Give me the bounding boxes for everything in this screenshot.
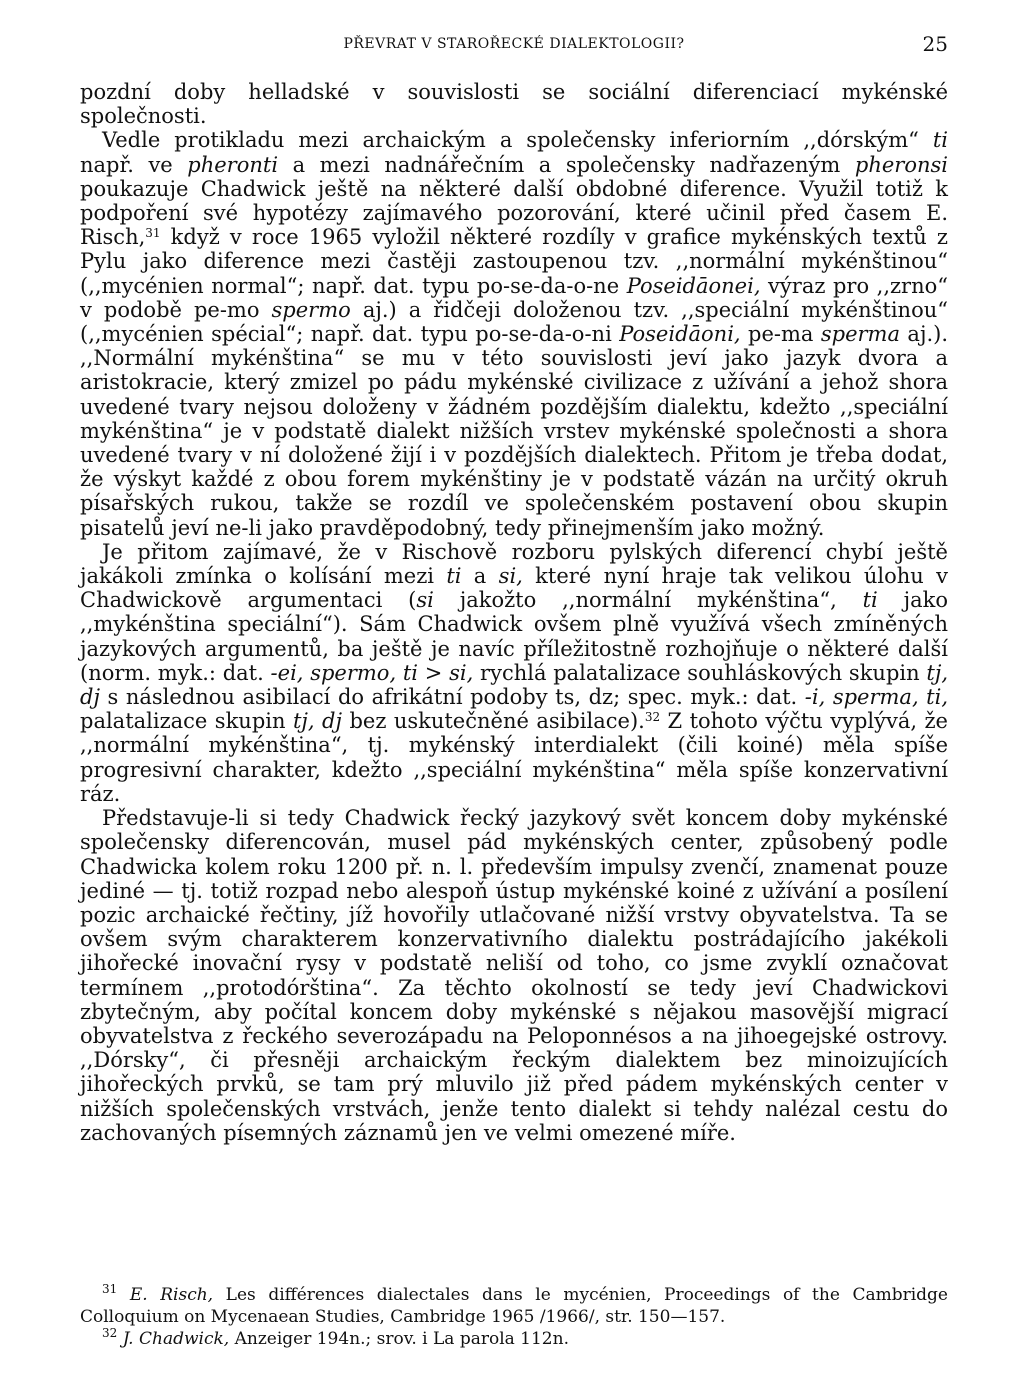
footnote-author: E. Risch, (129, 1285, 214, 1305)
footnote-text: Les différences dialectales dans le mycénien, Proceedings of the Cambridge Colloquium on Mycenaean Studies, Cambridge 1965 /1966/, str. 150—157. (80, 1285, 948, 1327)
italic-run: si, (449, 660, 474, 685)
text-run: bez uskutečněné asibilace). (342, 709, 645, 734)
italic-run: ti (446, 564, 462, 589)
text-run: Je přitom zajímavé, že v Rischově rozboru pylských diferencí chybí ještě jakákoli zmínka o kolísání mezi (80, 539, 948, 589)
italic-run: tj, dj (292, 709, 342, 734)
footnote-31 (80, 1284, 948, 1328)
footnote-number: 32 (102, 1326, 118, 1340)
text-run: když v roce 1965 vyložil některé rozdíly v grafice mykénských textů z Pylu jako diference mezi častěji zastoupenou tzv. ,,normální mykénštinou“ (,,mycénien normal“; např. dat. typu po-se-da-o-ne (80, 225, 948, 298)
footnote-32 (80, 1328, 948, 1350)
paragraph-2 (80, 128, 948, 539)
text-run: které nyní hraje tak velikou úlohu v Chadwickově argumentaci ( (80, 564, 948, 613)
text-run: Z tohoto výčtu vyplývá, že ,,normální mykénština“, tj. mykénský interdialekt (čili koiné) měla spíše progresivní charakter, kdežto ,,speciální mykénština“ měla spíše konzervativní ráz. (80, 709, 948, 806)
paragraph-4 (80, 806, 948, 1145)
italic-run: Poseidāonei, (626, 273, 761, 298)
italic-run: pheronsi (854, 152, 948, 177)
italic-run: sperma (820, 322, 900, 347)
text-run: Vedle protikladu mezi archaickým a společensky inferiorním ,,dórským“ (102, 128, 933, 153)
footnote-ref-32[interactable]: 32 (644, 710, 661, 725)
paragraph-1 (80, 80, 948, 128)
text-run: jakožto ,,normální mykénština“, (433, 588, 863, 613)
text-run: pe-ma (740, 322, 821, 347)
italic-run: -i, sperma, ti, (804, 685, 948, 710)
footnote-author: J. Chadwick, (122, 1329, 230, 1349)
footnotes (80, 1284, 948, 1350)
italic-run: pheronti (187, 152, 279, 177)
italic-run: -ei, spermo, ti (270, 660, 419, 685)
paragraph-3 (80, 540, 948, 806)
italic-run: spermo (271, 297, 351, 322)
italic-run: si, (498, 564, 523, 589)
italic-run: ti (862, 588, 878, 613)
body-text (80, 80, 948, 1145)
text-run: pozdní doby helladské v souvislosti se sociální diferenciací mykénské společnosti. (80, 80, 948, 129)
footnote-number: 31 (102, 1282, 118, 1296)
italic-run: tj, dj (80, 660, 949, 710)
italic-run: ti (932, 128, 948, 153)
text-run: rychlá palatalizace souhláskových skupin (473, 660, 927, 685)
text-run: poukazuje Chadwick ještě na některé další obdobné diference. Využil totiž k podpoření své hypotézy zajímavého pozorování, které učinil před časem E. Risch, (80, 176, 948, 250)
footnote-ref-31[interactable]: 31 (145, 226, 161, 241)
italic-run: Poseidāoni, (619, 322, 741, 347)
text-run: výraz pro ,,zrno“ v podobě pe-mo (80, 273, 949, 322)
italic-run: si (416, 588, 434, 613)
text-run: aj.) a řidčeji doloženou tzv. ,,speciální mykénštinou“ (,,mycénien spécial“; např. dat. typu po-se-da-o-ni (80, 297, 948, 347)
text-run: aj.). ,,Normální mykénština“ se mu v této souvislosti jeví jako jazyk dvora a aristokracie, který zmizel po pádu mykénské civilizace z užívání a jehož shora uvedené tvary nejsou doloženy v žádném pozdějším dialektu, kdežto ,,speciální mykénština“ je v podstatě dialekt nižších vrstev mykénské společnosti a shora uvedené tvary v ní doložené žijí i v pozdějších dialektech. Přitom je třeba dodat, že výskyt každé z obou forem mykénštiny je v podstatě vázán na určitý okruh písařských rukou, takže se rozdíl ve společenském postavení obou skupin pisatelů jeví ne-li jako pravděpodobný, tedy přinejmenším jako možný. (80, 322, 949, 540)
text-run: palatalizace skupin (80, 709, 293, 734)
footnote-text: Anzeiger 194n.; srov. i La parola 112n. (229, 1329, 569, 1349)
text-run: jako ,,mykénština speciální“). Sám Chadwick ovšem plně využívá všech zmíněných jazykových argumentů, ba ještě je navíc příležitostně rozhojňuje o některé další (norm. myk.: dat. (80, 588, 948, 685)
running-title: PŘEVRAT V STAROŘECKÉ DIALEKTOLOGII? (343, 36, 685, 52)
running-head (80, 32, 948, 62)
text-run: a mezi nadnářečním a společensky nadřazeným (278, 152, 855, 177)
text-run: a (461, 564, 499, 589)
text-run: Představuje-li si tedy Chadwick řecký jazykový svět koncem doby mykénské společensky diferencován, musel pád mykénských center, způsobený podle Chadwicka kolem roku 1200 př. n. l. především impulsy zvenčí, znamenat pouze jediné — tj. totiž rozpad nebo alespoň ústup mykénské koiné z užívání a posílení pozic archaické řečtiny, jíž hovořily utlačované nižší vrstvy obyvatelstva. Ta se ovšem svým charakterem konzervativního dialektu postrádajícího jakékoli jihořecké inovační rysy v podstatě neliší od toho, co jsme zvyklí označovat termínem ,,protodórština“. Za těchto okolností se tedy jeví Chadwickovi zbytečným, aby počítal koncem doby mykénské s nějakou masovější migrací obyvatelstva z řeckého severozápadu na Peloponnésos a na jihoegejské ostrovy. ,,Dórsky“, či přesněji archaickým řeckým dialektem bez minoizujících jihořeckých prvků, se tam prý mluvilo již před pádem mykénských center v nižších společenských vrstvách, jenže tento dialekt si tehdy nalézal cestu do zachovaných písemných záznamů jen ve velmi omezené míře. (80, 806, 948, 1145)
text-run: s následnou asibilací do afrikátní podoby ts, dz; spec. myk.: dat. (99, 685, 805, 710)
text-run: > (418, 660, 450, 685)
page-number: 25 (922, 32, 948, 56)
text-run: např. ve (80, 152, 188, 177)
